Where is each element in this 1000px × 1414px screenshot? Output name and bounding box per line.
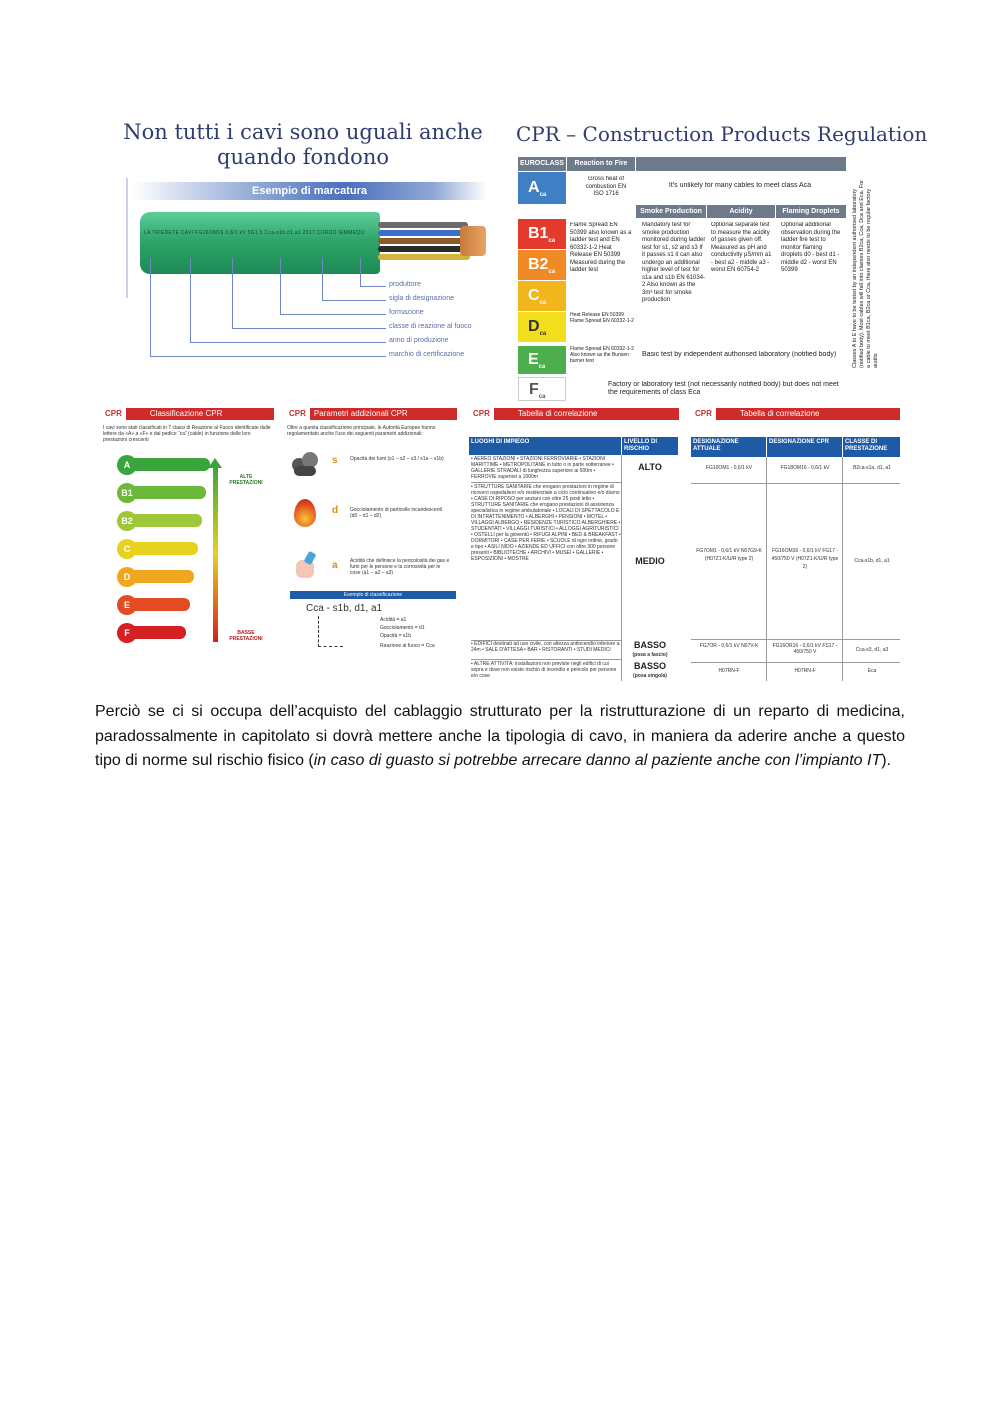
slide4-row4-class: Eca xyxy=(867,668,877,674)
slide4-row1-class: B2ca-s1a, d1, a1 xyxy=(853,465,891,471)
example-line-1: Acidità = a1 xyxy=(380,617,407,623)
acidity-text: Optional separate test to measure the acidity of gasses given off. Measured as pH and conductivity µS/mm a1 - best a2 - middle a3 - worst EN 60754-2 xyxy=(711,222,772,273)
low-performance-label: BASSE PRESTAZIONI xyxy=(229,630,263,642)
param-s-text: Opacità dei fumi (s1 – s2 – s3 / s1a – s1b) xyxy=(350,456,444,462)
cpr-panel-title: CPR – Construction Products Regulation xyxy=(516,122,928,146)
param-d-letter: d xyxy=(332,505,339,516)
side-note: Classes A to E have to be tested by an independent authorised laboratory (notified body). Most cables will fall into classes B2ca, Cca, Dca and Eca. For a cable to meet B1ca, B2ca or Cca, there also needs to be regular factory audits xyxy=(852,180,879,368)
aca-test: Gross heat of combustion EN ISO 1716 xyxy=(585,176,627,197)
high-performance-label: ALTE PRESTAZIONI xyxy=(229,474,263,486)
slide3-divider xyxy=(621,455,622,681)
arrow-up-icon xyxy=(208,458,222,468)
slide4-col-current: DESIGNAZIONE ATTUALE xyxy=(691,437,766,457)
legend-produttore: produttore xyxy=(389,281,421,288)
slide3-row1-places: • AEREO STAZIONI • STAZIONI FERROVIARIE • STAZIONI MARITTIME • METROPOLITANE in tutto o in parte sotterranee • GALLERIE STRADALI di lunghezza superiore ai 500m • FERROVIE superiori a 1000m xyxy=(471,456,621,483)
param-s-letter: s xyxy=(332,455,338,466)
class-a-block: $A_{ca}$ xyxy=(518,172,566,204)
subheader-smoke: Smoke Production xyxy=(636,205,706,218)
slide4-col-class: CLASSE DI PRESTAZIONE xyxy=(843,437,900,457)
cable-marking-text: LA TRIEDETE CAVI FG16OM16 0,6/1 kV 5G1,5 Cca-s1b,d1,a1 2017 CORDO IEMMEQU xyxy=(144,230,365,236)
slide3-col-places: LUOGHI DI IMPIEGO xyxy=(469,437,621,455)
subheader-acidity: Acidity xyxy=(707,205,775,218)
class-a-circle: A xyxy=(117,455,137,475)
example-line-4: Reazione al fuoco = Cca xyxy=(380,643,435,649)
slide4-row3-current: FG7OR - 0,6/1 kV N07V-K xyxy=(699,643,759,649)
subheader-droplets: Flaming Droplets xyxy=(776,205,846,218)
legend-anno: anno di produzione xyxy=(389,337,449,344)
slide4-row1-current: FG10OM1 - 0,6/1 kV xyxy=(705,465,753,471)
smoke-text: Mandatory test for smoke production monitored during ladder test for s1, s2 and s3 If it passes s1 it can also undergo an additional higher level of test for s1a and s1b EN 61034-2 Also known as the 3m³ test for smoke production xyxy=(642,222,706,303)
aca-note: It's unlikely for many cables to meet class Aca xyxy=(668,182,812,189)
slide4-row2-cpr: FG16OM16 - 0,6/1 kV FG17 - 450/750 V (H07Z1-K/U/R type 2) xyxy=(771,548,839,570)
class-b2-block: $B2_{ca}$ xyxy=(518,250,566,280)
slide4-row3-cpr: FG16OR16 - 0,6/1 kV FS17 - 450/750 V xyxy=(772,643,838,655)
slide4-vrule-2 xyxy=(842,457,843,681)
side-note-container xyxy=(848,180,888,372)
smoke-icon xyxy=(290,450,320,478)
slide4-row2-current: FG7OM1 - 0,6/1 kV N07G9-K (H07Z1-K/U/R type 2) xyxy=(696,548,762,562)
slide4-col-cpr: DESIGNAZIONE CPR xyxy=(767,437,842,457)
droplets-text: Optional additional observation during the ladder fire test to monitor flaming droplets d0 - best d1 - middle d2 - worst EN 50399 xyxy=(781,222,841,273)
slide3-col-risk: LIVELLO DI RISCHIO xyxy=(622,437,678,455)
cable-wires xyxy=(378,218,488,268)
slide4-rule-2 xyxy=(691,639,900,640)
slide3-row3-risk: BASSO xyxy=(633,640,666,650)
slide3-row1-risk: ALTO xyxy=(638,462,662,472)
performance-arrow xyxy=(213,466,218,642)
flame-spread-text: Flame Spread EN 50399 also known as a ladder test and EN 60332-1-2 Heat Release EN 50399 Measured during the ladder test xyxy=(570,222,632,273)
d-class-text: Heat Release EN 50399 Flame Spread EN 60332-1-2 xyxy=(570,312,634,324)
class-b2-circle: B2 xyxy=(117,511,137,531)
example-title: Esempio di classificazione xyxy=(290,591,456,599)
panel-divider xyxy=(126,178,128,298)
slide3-row4-risk: BASSO xyxy=(633,661,666,671)
example-code: Cca - s1b, d1, a1 xyxy=(306,603,383,614)
header-reaction: Reaction to Fire xyxy=(567,157,635,171)
example-line-3: Opacità = s1b xyxy=(380,633,411,639)
legend-marchio: marchio di certificazione xyxy=(389,351,465,358)
header-blank xyxy=(636,157,846,171)
slide1-header: CPR Classificazione CPR xyxy=(101,408,274,420)
example-line-2: Gocciolamento = d1 xyxy=(380,625,425,631)
legend-sigla: sigla di designazione xyxy=(389,295,454,302)
marking-banner: Esempio di marcatura xyxy=(132,182,487,200)
slide3-row3-places: • EDIFICI destinati ad uso civile, con altezza antincendio inferiore a 24m • SALE D'ATTESA • BAR • RISTORANTI • STUDI MEDICI xyxy=(471,641,621,660)
legend-formazione: formazione xyxy=(389,309,424,316)
class-e-circle: E xyxy=(117,595,137,615)
e-class-text: Flame Spread EN 60332-1-2 Also known as the Bunsen burner test xyxy=(570,346,634,364)
class-c-circle: C xyxy=(117,539,137,559)
class-f-block: $F_{ca}$ xyxy=(518,377,566,401)
cable-image xyxy=(140,212,380,274)
slide2-intro: Oltre a questa classificazione principale, le Autorità Europee hanno regolamentato anche l'uso dei seguenti parametri addizionali: xyxy=(287,425,436,437)
slide4-vrule-1 xyxy=(766,457,767,681)
slide3-row2-places: • STRUTTURE SANITARIE che erogano prestazioni in regime di ricovero ospedaliero e/o residenziale a ciclo continuativo e/o diurno • CASE DI RIPOSO per anziani con oltre 25 posti letto • STRUTTURE SANITARIE che erogano prestazioni di assistenza specialistica in regime ambulatoriale • LOCALI DI SPETTACOLO E DI INTRATTENIMENTO • ALBERGHI • PENSIONI • MOTEL • VILLAGGI ALBERGO • RESIDENZE TURISTICO ALBERGHIERE • STUDENTATI • VILLAGGI TURISTICI • ALLOGGI AGRITURISTICI • OSTELLI per la gioventù • RIFUGI ALPINI • BED & BREAKFAST • DORMITORI • CASE PER FERIE • SCUOLE di ogni ordine, grado e tipo • ASILI NIDO • AZIENDE ED UFFICI con oltre 300 persone presenti • BIBLIOTECHE • ARCHIVI • MUSEI • GALLERIE • ESPOSIZIONI • MOSTRE xyxy=(471,484,621,641)
slide3-row4-note: (posa singola) xyxy=(633,673,667,679)
body-paragraph: Perciò se ci si occupa dell’acquisto del cablaggio strutturato per la ristrutturazione di un reparto di medicina, paradossalmente in capitolato si dovrà mettere anche la tipologia di cavo, in maniera da aderire anche a questo tipo di norme sul rischio fisico (in caso di guasto si potrebbe arrecare danno al paziente anche con l’impianto IT). xyxy=(95,703,905,769)
class-c-block: $C_{ca}$ xyxy=(518,281,566,311)
class-f-circle: F xyxy=(117,623,137,643)
header-euroclass: EUROCLASS xyxy=(518,157,566,171)
slide4-row2-class: Cca-s1b, d1, a1 xyxy=(854,558,890,564)
param-a-letter: a xyxy=(332,560,338,571)
class-d-circle: D xyxy=(117,567,137,587)
e-class-note: Basic test by independent authorised laboratory (notified body) xyxy=(642,351,837,358)
example-bracket xyxy=(318,616,343,647)
class-e-block: $E_{ca}$ xyxy=(518,346,566,374)
slide3-row4-places: • ALTRE ATTIVITÀ: installazioni non previste negli edifici di cui sopra e dove non esiste rischio di incendio e pericolo per persone e/o cose xyxy=(471,661,617,679)
legend-classe: classe di reazione al fuoco xyxy=(389,323,472,330)
cable-panel-title: Non tutti i cavi sono uguali anche quando fondono xyxy=(123,120,483,169)
fire-drop-icon xyxy=(292,495,318,529)
slide4-row3-class: Cca-s3, d1, a3 xyxy=(855,647,889,653)
slide4-header: CPR Tabella di correlazione xyxy=(691,408,900,420)
slide4-row1-cpr: FG18OM16 - 0,6/1 kV xyxy=(780,465,830,471)
slide3-row3-note: (posa a fascio) xyxy=(632,652,668,658)
class-b1-block: $B1_{ca}$ xyxy=(518,219,566,249)
slide3-header: CPR Tabella di correlazione xyxy=(469,408,679,420)
slide4-row4-cpr: H07RN-F xyxy=(794,668,816,674)
f-class-note: Factory or laboratory test (not necessarily notified body) but does not meet the requirements of class Eca xyxy=(608,381,839,396)
slide4-rule-1 xyxy=(691,483,900,484)
slide1-intro: I cavi sono stati classificati in 7 classi di Reazione al Fuoco identificate dalle lettere da «A» a «F» e dal pedice “ca” (cable) in funzione delle loro prestazioni crescenti xyxy=(103,425,271,443)
slide2-header: CPR Parametri addizionali CPR xyxy=(285,408,457,420)
class-b1-circle: B1 xyxy=(117,483,137,503)
param-a-text: Acidità che definisce la pericolosità dei gas e fumi per le persone e la corrosività per le cose (a1 – a2 – a3) xyxy=(350,558,450,576)
slide4-row4-current: H07RN-F xyxy=(718,668,740,674)
class-d-block: $D_{ca}$ xyxy=(518,312,566,342)
param-d-text: Gocciolamento di particelle incandescenti (d0 – d1 – d2) xyxy=(350,507,442,519)
acid-hand-icon xyxy=(290,552,320,582)
slide3-row2-risk: MEDIO xyxy=(635,556,665,566)
slide4-rule-3 xyxy=(691,662,900,663)
